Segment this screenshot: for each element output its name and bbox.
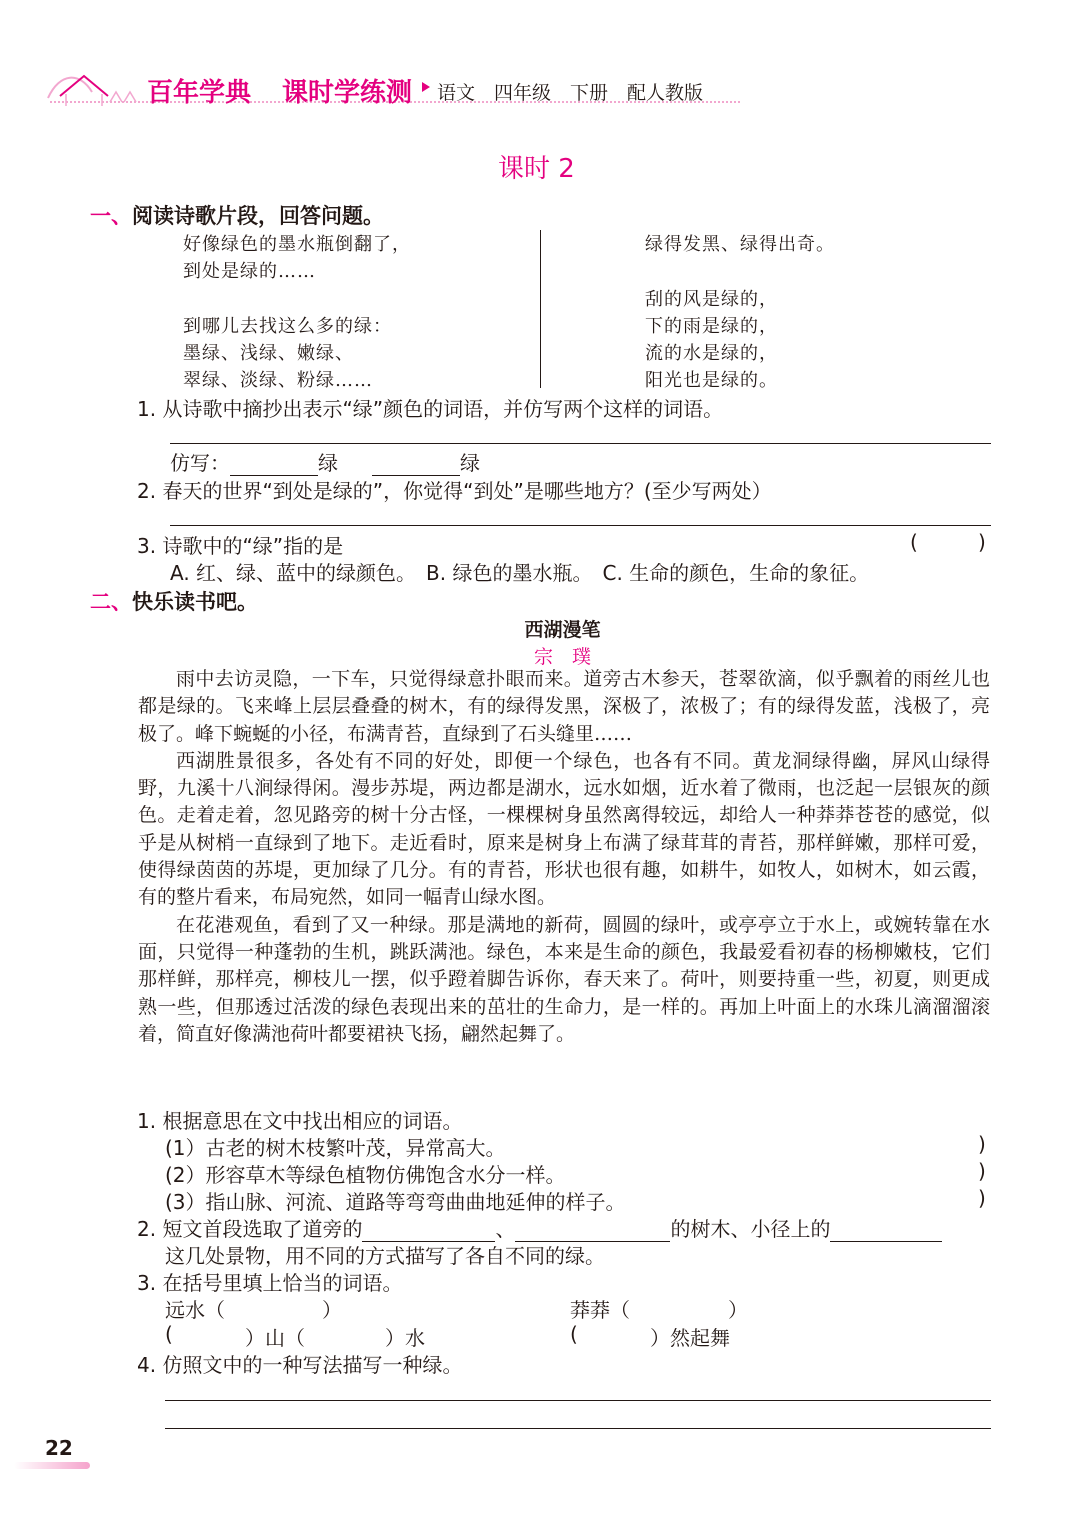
s1-q2-answer-line[interactable] xyxy=(170,525,991,526)
poem-right-line-4: 流的水是绿的， xyxy=(645,343,778,364)
s1-q3-options: A. 红、绿、蓝中的绿颜色。 B. 绿色的墨水瓶。 C. 生命的颜色，生命的象征。 xyxy=(170,561,870,585)
section1-title: 阅读诗歌片段，回答问题。 xyxy=(132,204,384,228)
s2-q3-c-shan: ）山（ xyxy=(245,1326,305,1350)
s2-q3-b-left: 莽莽（ xyxy=(570,1298,630,1322)
poem-left-line-5: 翠绿、淡绿、粉绿…… xyxy=(183,370,373,391)
s2-q1-item-1: (1）古老的树木枝繁叶茂，异常高大。 xyxy=(165,1136,506,1160)
section2-number: 二、 xyxy=(90,590,132,614)
poem-left-line-4: 墨绿、浅绿、嫩绿、 xyxy=(183,343,354,364)
s2-q1-item-2: (2）形容草木等绿色植物仿佛饱含水分一样。 xyxy=(165,1163,566,1187)
article-title: 西湖漫笔 xyxy=(524,619,601,641)
header-brand: 百年学典 xyxy=(147,78,252,108)
header-arrow-icon xyxy=(422,82,430,92)
section1-number: 一、 xyxy=(90,204,132,228)
s1-question-1: 1. 从诗歌中摘抄出表示“绿”颜色的词语，并仿写两个这样的词语。 xyxy=(137,397,724,421)
s2-q1-paren-close-2: ) xyxy=(978,1159,986,1183)
poem-right-line-3: 下的雨是绿的， xyxy=(645,316,778,337)
fangxie-blank-2[interactable] xyxy=(372,457,460,476)
fangxie-lv-2: 绿 xyxy=(460,451,480,475)
poem-divider xyxy=(540,230,541,388)
s2-question-4: 4. 仿照文中的一种写法描写一种绿。 xyxy=(137,1353,463,1377)
s1-q3-paren-open: ( xyxy=(910,530,918,554)
s2-q3-c-blank-1[interactable] xyxy=(180,1324,242,1346)
s1-question-3: 3. 诗歌中的“绿”指的是 xyxy=(137,534,344,558)
fangxie-lv-1: 绿 xyxy=(318,451,338,475)
s2-q1-paren-close-3: ) xyxy=(978,1186,986,1210)
s2-q3-c-shui: ）水 xyxy=(385,1326,425,1350)
s2-q4-answer-line-2[interactable] xyxy=(165,1428,991,1429)
s2-question-2 xyxy=(137,1213,942,1242)
section2-heading xyxy=(90,586,258,616)
s2-q1-answer-3[interactable] xyxy=(846,1188,976,1210)
s2-q3-b-right: ） xyxy=(728,1298,748,1322)
page-number: 22 xyxy=(45,1436,73,1460)
s2-q3-c-blank-2[interactable] xyxy=(320,1324,382,1346)
footer-bar xyxy=(14,1462,90,1469)
s2-q3-d-rest: ）然起舞 xyxy=(650,1326,730,1350)
header-series: 课时学练测 xyxy=(282,78,413,108)
s2-q3-d-open: ( xyxy=(570,1322,578,1346)
lesson-title: 课时 2 xyxy=(498,154,575,184)
section1-heading xyxy=(90,200,384,230)
house-decoration-icon xyxy=(40,62,140,112)
s2-q3-d-blank[interactable] xyxy=(585,1324,647,1346)
poem-left-line-1: 好像绿色的墨水瓶倒翻了， xyxy=(183,234,411,255)
article-body xyxy=(138,666,990,1048)
s2-q3-a-blank[interactable] xyxy=(235,1296,320,1318)
s2-q2-blank-3[interactable] xyxy=(830,1223,942,1242)
s2-q1-paren-close-1: ) xyxy=(978,1132,986,1156)
section2-title: 快乐读书吧。 xyxy=(132,590,258,614)
s2-q1-answer-1[interactable] xyxy=(846,1134,976,1156)
s2-q2-text-1: 2. 短文首段选取了道旁的 xyxy=(137,1217,363,1241)
s2-q2-line-2: 这几处景物，用不同的方式描写了各自不同的绿。 xyxy=(165,1244,605,1268)
poem-left-line-3: 到哪儿去找这么多的绿： xyxy=(183,316,392,337)
s2-q1-item-3: (3）指山脉、河流、道路等弯弯曲曲地延伸的样子。 xyxy=(165,1190,626,1214)
fangxie-blank-1[interactable] xyxy=(230,457,318,476)
s1-q3-paren-close: ) xyxy=(978,530,986,554)
fangxie-label: 仿写： xyxy=(170,451,230,475)
s1-q1-answer-line[interactable] xyxy=(170,443,991,444)
article-paragraph-1: 雨中去访灵隐，一下车，只觉得绿意扑眼而来。道旁古木参天，苍翠欲滴，似乎飘着的雨丝儿也都是绿的。飞来峰上层层叠叠的树木，有的绿得发黑，深极了，浓极了；有的绿得发蓝，浅极了，亮极了。峰下蜿蜒的小径，布满青苔，直绿到了石头缝里…… xyxy=(138,668,990,745)
s2-q3-a-left: 远水（ xyxy=(165,1298,225,1322)
article-paragraph-3: 在花港观鱼，看到了又一种绿。那是满地的新荷，圆圆的绿叶，或亭亭立于水上，或婉转靠在水面，只觉得一种蓬勃的生机，跳跃满池。绿色，本来是生命的颜色，我最爱看初春的杨柳嫩枝，它们那样鲜，那样亮，柳枝儿一摆，似乎蹬着脚告诉你，春天来了。荷叶，则要持重一些，初夏，则更成熟一些，但那透过活泼的绿色表现出来的茁壮的生命力，是一样的。再加上叶面上的水珠儿滴溜溜滚着，简直好像满池荷叶都要裙袂飞扬，翩然起舞了。 xyxy=(138,913,990,1045)
s1-question-2: 2. 春天的世界“到处是绿的”，你觉得“到处”是哪些地方？(至少写两处） xyxy=(137,479,772,503)
s2-q1-answer-2[interactable] xyxy=(846,1161,976,1183)
s2-q3-c-open: ( xyxy=(165,1322,173,1346)
article-paragraph-2: 西湖胜景很多，各处有不同的好处，即便一个绿色，也各有不同。黄龙洞绿得幽，屏风山绿得野，九溪十八涧绿得闲。漫步苏堤，两边都是湖水，远水如烟，近水着了微雨，也泛起一层银灰的颜色。走着走着，忽见路旁的树十分古怪，一棵棵树身虽然离得较远，却给人一种莽莽苍苍的感觉，似乎是从树梢一直绿到了地下。走近看时，原来是树身上布满了绿茸茸的青苔，那样鲜嫩，那样可爱，使得绿茵茵的苏堤，更加绿了几分。有的青苔，形状也很有趣，如耕牛，如牧人，如树木，如云霞，有的整片看来，布局宛然，如同一幅青山绿水图。 xyxy=(138,749,990,909)
s2-question-3: 3. 在括号里填上恰当的词语。 xyxy=(137,1271,403,1295)
poem-left-line-2: 到处是绿的…… xyxy=(183,261,316,282)
s1-q1-fangxie xyxy=(170,447,480,476)
poem-right-line-1: 绿得发黑、绿得出奇。 xyxy=(645,234,835,255)
s2-q2-text-2: 的树木、小径上的 xyxy=(670,1217,831,1241)
s2-q2-sep: 、 xyxy=(495,1217,516,1241)
header-meta: 语文 四年级 下册 配人教版 xyxy=(437,82,704,104)
s1-q3-answer-blank[interactable] xyxy=(922,532,977,554)
s2-q3-a-right: ） xyxy=(322,1298,342,1322)
s2-question-1: 1. 根据意思在文中找出相应的词语。 xyxy=(137,1109,463,1133)
s2-q3-b-blank[interactable] xyxy=(640,1296,725,1318)
poem-right-line-5: 阳光也是绿的。 xyxy=(645,370,778,391)
article-author: 宗 璞 xyxy=(533,646,591,668)
poem-right-line-2: 刮的风是绿的， xyxy=(645,289,778,310)
s2-q4-answer-line-1[interactable] xyxy=(165,1400,991,1401)
